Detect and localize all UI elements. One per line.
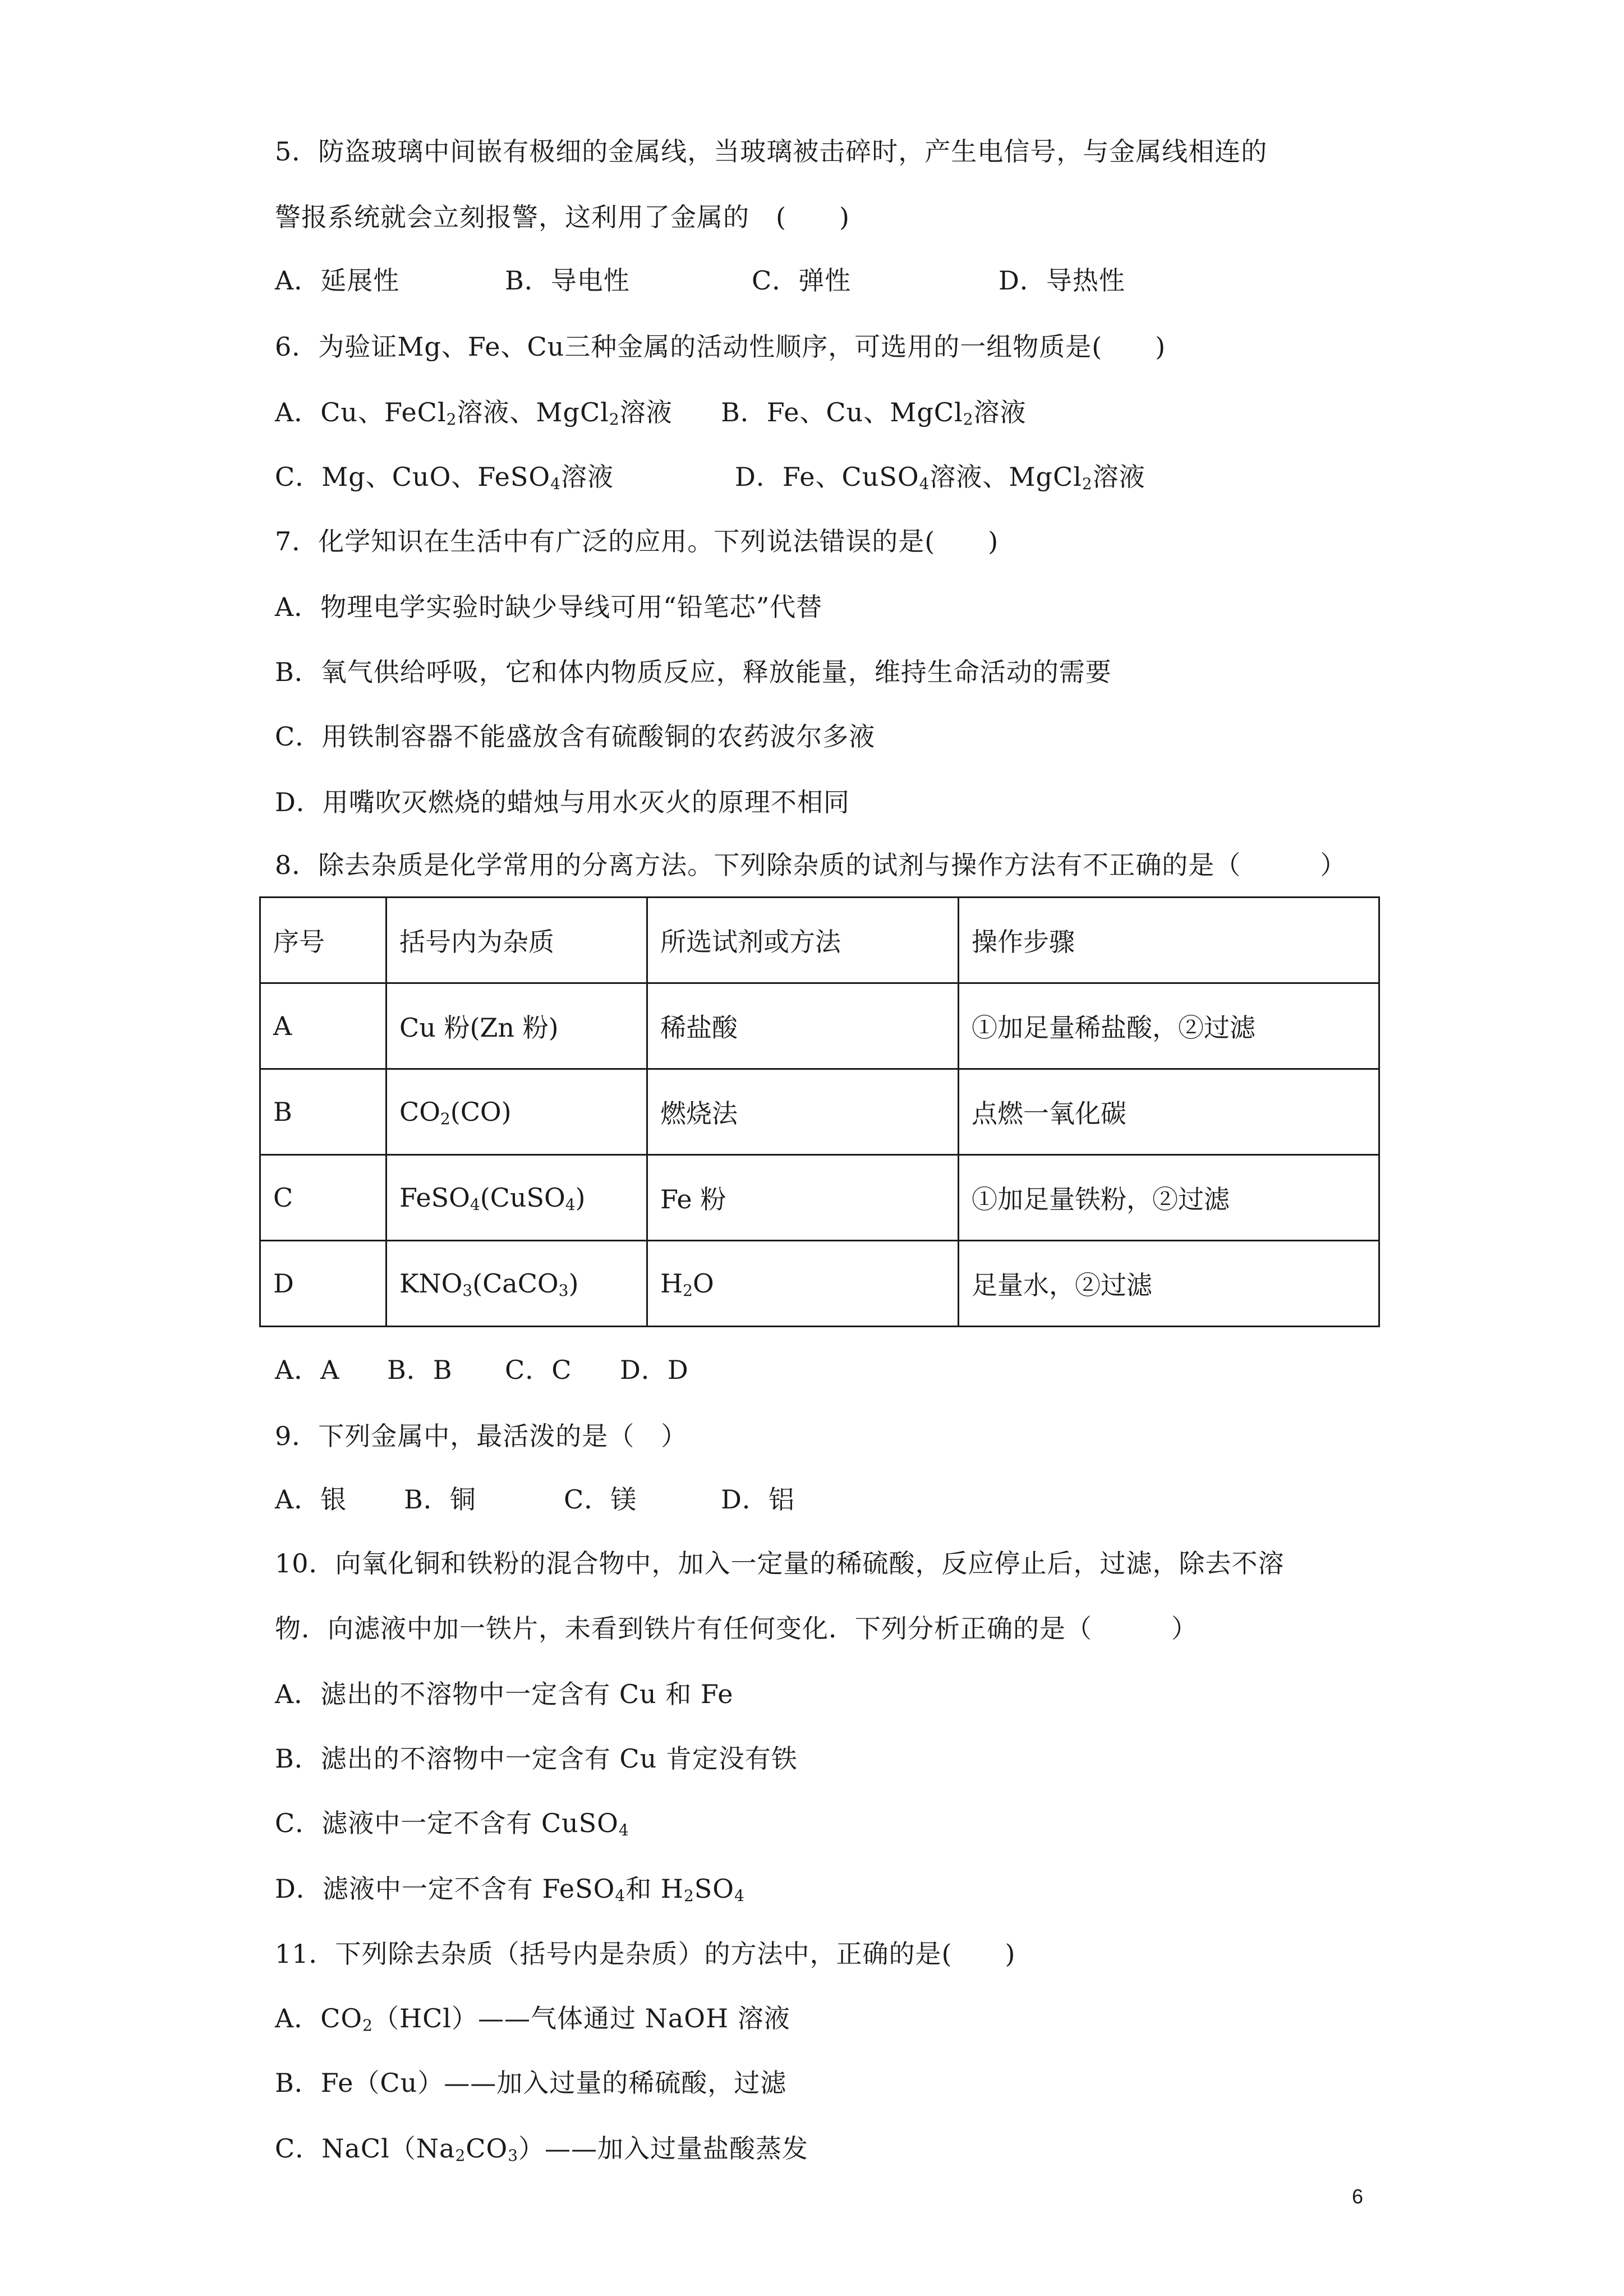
table-cell: Cu 粉(Zn 粉) [387,983,647,1069]
q9-option-b: B．铜 [404,1484,476,1515]
q9-options [275,1483,795,1516]
table-row [260,1155,1379,1241]
table-cell: $KNO_3(CaCO_3)$ [387,1241,647,1327]
q8-options [275,1353,689,1387]
q11-option-b: B．Fe（Cu）——加入过量的稀硫酸，过滤 [275,2068,787,2098]
table-cell: 燃烧法 [647,1069,959,1155]
table-cell: C [260,1155,387,1241]
q11-option-c: C．$NaCl(Na_2CO_3)——$加入过量盐酸蒸发 [275,2133,809,2165]
table-cell: 点燃一氧化碳 [959,1069,1379,1155]
q7-stem: 7．化学知识在生活中有广泛的应用。下列说法错误的是( ) [275,526,999,556]
table-cell: FeSO$_4$(CuSO$_4$) [387,1155,647,1241]
table-row [260,1069,1379,1155]
q8-table [259,896,1380,1327]
q9-stem: 9．下列金属中，最活泼的是（ ） [275,1421,688,1451]
table-cell: ①加足量稀盐酸，②过滤 [959,983,1379,1069]
q9-option-d: D．铝 [721,1484,795,1515]
header-cell: 序号 [260,898,387,983]
q6-option-d: D．Fe、CuSO$_4$溶液、MgCl$_2$溶液 [735,462,1145,493]
table-cell: ①加足量铁粉，②过滤 [959,1155,1379,1241]
q5-stem-line1: 5．防盗玻璃中间嵌有极细的金属线，当玻璃被击碎时，产生电信号，与金属线相连的 [275,136,1268,167]
q7-option-b: B．氧气供给呼吸，它和体内物质反应，释放能量，维持生命活动的需要 [275,657,1112,687]
table-cell: $H_2O$ [647,1241,959,1327]
header-cell: 括号内为杂质 [387,898,647,983]
header-cell: 所选试剂或方法 [647,898,959,983]
q8-stem: 8．除去杂质是化学常用的分离方法。下列除杂质的试剂与操作方法有不正确的是（ ） [275,850,1347,880]
table-row [260,983,1379,1069]
q8-option-b: B．B [387,1355,453,1385]
q10-option-d: D．滤液中一定不含有 FeSO$_4$和 $H_2SO_4$ [275,1874,745,1905]
q10-stem-line2: 物．向滤液中加一铁片，未看到铁片有任何变化．下列分析正确的是（ ） [275,1613,1198,1644]
q5-stem-line2: 警报系统就会立刻报警，这利用了金属的 ( ) [275,202,850,232]
header-cell: 操作步骤 [959,898,1379,983]
table-cell: B [260,1069,387,1155]
q7-option-a: A．物理电学实验时缺少导线可用“铅笔芯”代替 [275,592,823,622]
q5-options [275,264,1125,297]
table-row [260,1241,1379,1327]
q5-option-d: D．导热性 [999,265,1125,296]
q6-options-row1 [275,395,1027,429]
q5-option-b: B．导电性 [505,265,630,296]
q5-option-c: C．弹性 [752,265,852,296]
q11-option-a: A．$CO_2(HCl)——$气体通过 NaOH 溶液 [275,2003,790,2035]
q6-options-row2 [275,460,1145,494]
table-cell: 稀盐酸 [647,983,959,1069]
q8-option-d: D．D [620,1355,689,1385]
table-cell: 足量水，②过滤 [959,1241,1379,1327]
q6-option-b: B．Fe、Cu、MgCl$_2$溶液 [721,397,1027,429]
q8-option-a: A．A [275,1355,340,1385]
q10-option-c: C．滤液中一定不含有 CuSO$_4$ [275,1808,629,1839]
q7-option-d: D．用嘴吹灭燃烧的蜡烛与用水灭火的原理不相同 [275,787,850,817]
q8-option-c: C．C [505,1355,572,1385]
q10-stem-line1: 10．向氧化铜和铁粉的混合物中，加入一定量的稀硫酸，反应停止后，过滤，除去不溶 [275,1548,1285,1579]
table-cell: $CO_2(CO)$ [387,1069,647,1155]
table-cell: D [260,1241,387,1327]
q10-option-b: B．滤出的不溶物中一定含有 Cu 肯定没有铁 [275,1743,798,1774]
q10-option-a: A．滤出的不溶物中一定含有 Cu 和 Fe [275,1679,734,1709]
q9-option-a: A．银 [275,1484,347,1515]
table-cell: A [260,983,387,1069]
table-cell: Fe 粉 [647,1155,959,1241]
q11-stem: 11．下列除去杂质（括号内是杂质）的方法中，正确的是( ) [275,1939,1016,1969]
q6-option-a: A．Cu、FeCl$_2$溶液、MgCl$_2$溶液 [275,397,673,429]
q7-option-c: C．用铁制容器不能盛放含有硫酸铜的农药波尔多液 [275,721,876,752]
q6-option-c: C．Mg、CuO、FeSO$_4$溶液 [275,462,614,493]
q9-option-c: C．镁 [564,1484,637,1515]
q6-stem: 6．为验证Mg、Fe、Cu三种金属的活动性顺序，可选用的一组物质是( ) [275,332,1166,362]
page-number: 6 [1352,2185,1364,2208]
q5-option-a: A．延展性 [275,265,400,296]
table-header-row [260,898,1379,983]
